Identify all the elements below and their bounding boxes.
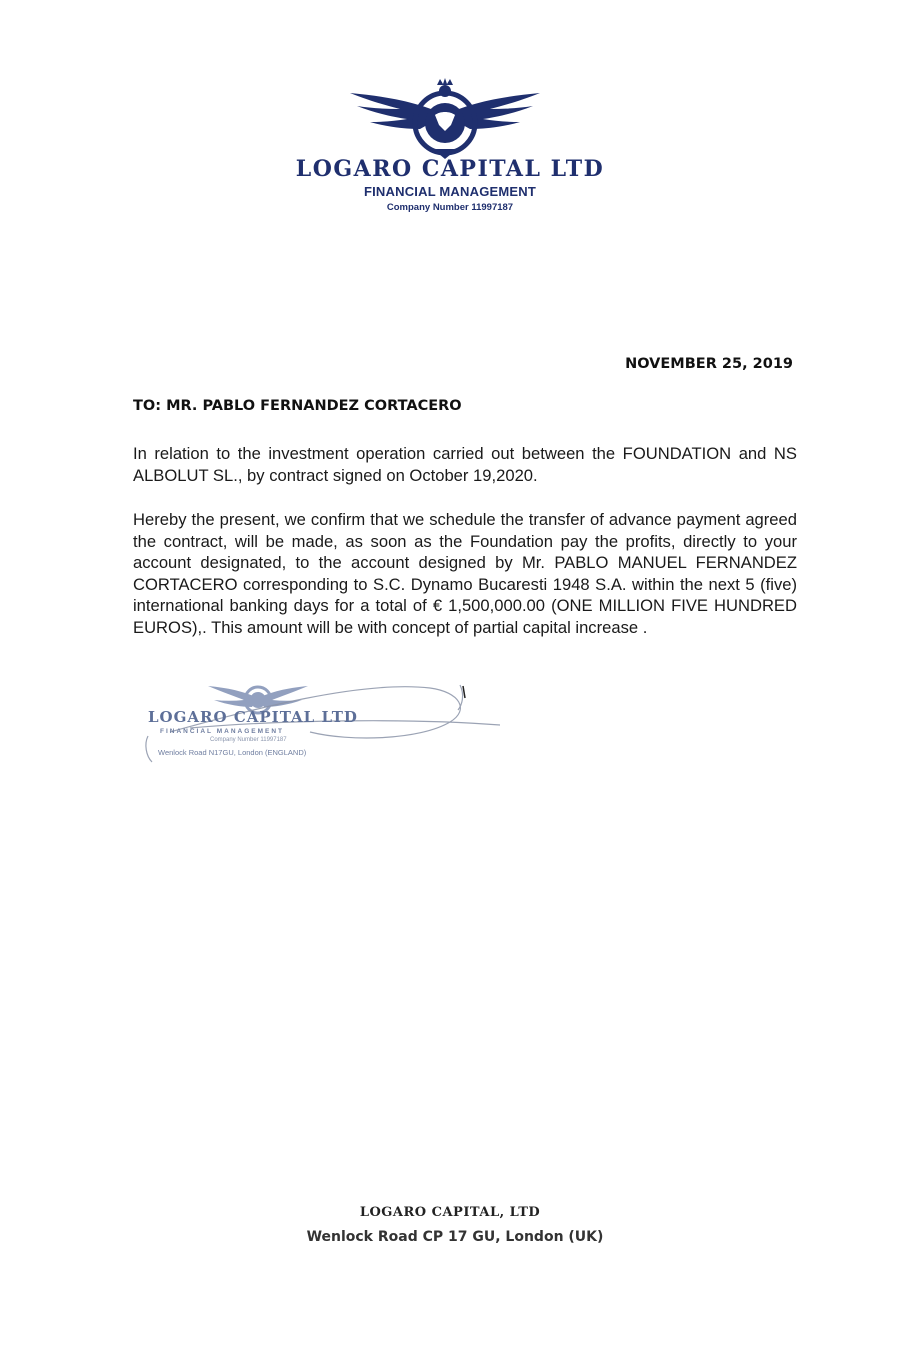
letterhead xyxy=(250,70,650,220)
stamp-company-name: LOGARO CAPITAL LTD xyxy=(148,708,358,726)
company-subtitle: FINANCIAL MANAGEMENT xyxy=(363,184,537,199)
body-paragraph-2: Hereby the present, we confirm that we schedule the transfer of advance payment agreed the contract, will be made, as soon as the Foundation pay the profits, directly to your account designated, to the account designed by Mr. PABLO MANUEL FERNANDEZ CORTACERO corresponding to S.C. Dynamo Bucaresti 1948 S.A. within the next 5 (five) international banking days for a total of € 1,500,000.00 (ONE MILLION FIVE HUNDRED EUROS),. This amount will be with concept of partial capital increase . xyxy=(133,510,797,637)
company-number: Company Number 11997187 xyxy=(386,202,514,213)
footer-address: Wenlock Road CP 17 GU, London (UK) xyxy=(306,1229,604,1245)
body-paragraph-1: In relation to the investment operation carried out between the FOUNDATION and NS ALBOLUT SL., by contract signed on October 19,2020. xyxy=(133,444,797,485)
recipient-line: TO: MR. PABLO FERNANDEZ CORTACERO xyxy=(133,398,462,414)
stamp-company-number: Company Number 11997187 xyxy=(210,737,287,743)
footer-company: LOGARO CAPITAL, LTD xyxy=(359,1205,541,1220)
company-stamp xyxy=(130,670,510,780)
stamp-address: Wenlock Road N17GU, London (ENGLAND) xyxy=(158,748,307,757)
letter-date: NOVEMBER 25, 2019 xyxy=(625,356,793,372)
eagle-logo-icon xyxy=(345,75,545,160)
company-name: LOGARO CAPITAL LTD xyxy=(295,156,605,182)
stamp-subtitle: FINANCIAL MANAGEMENT xyxy=(160,728,285,735)
